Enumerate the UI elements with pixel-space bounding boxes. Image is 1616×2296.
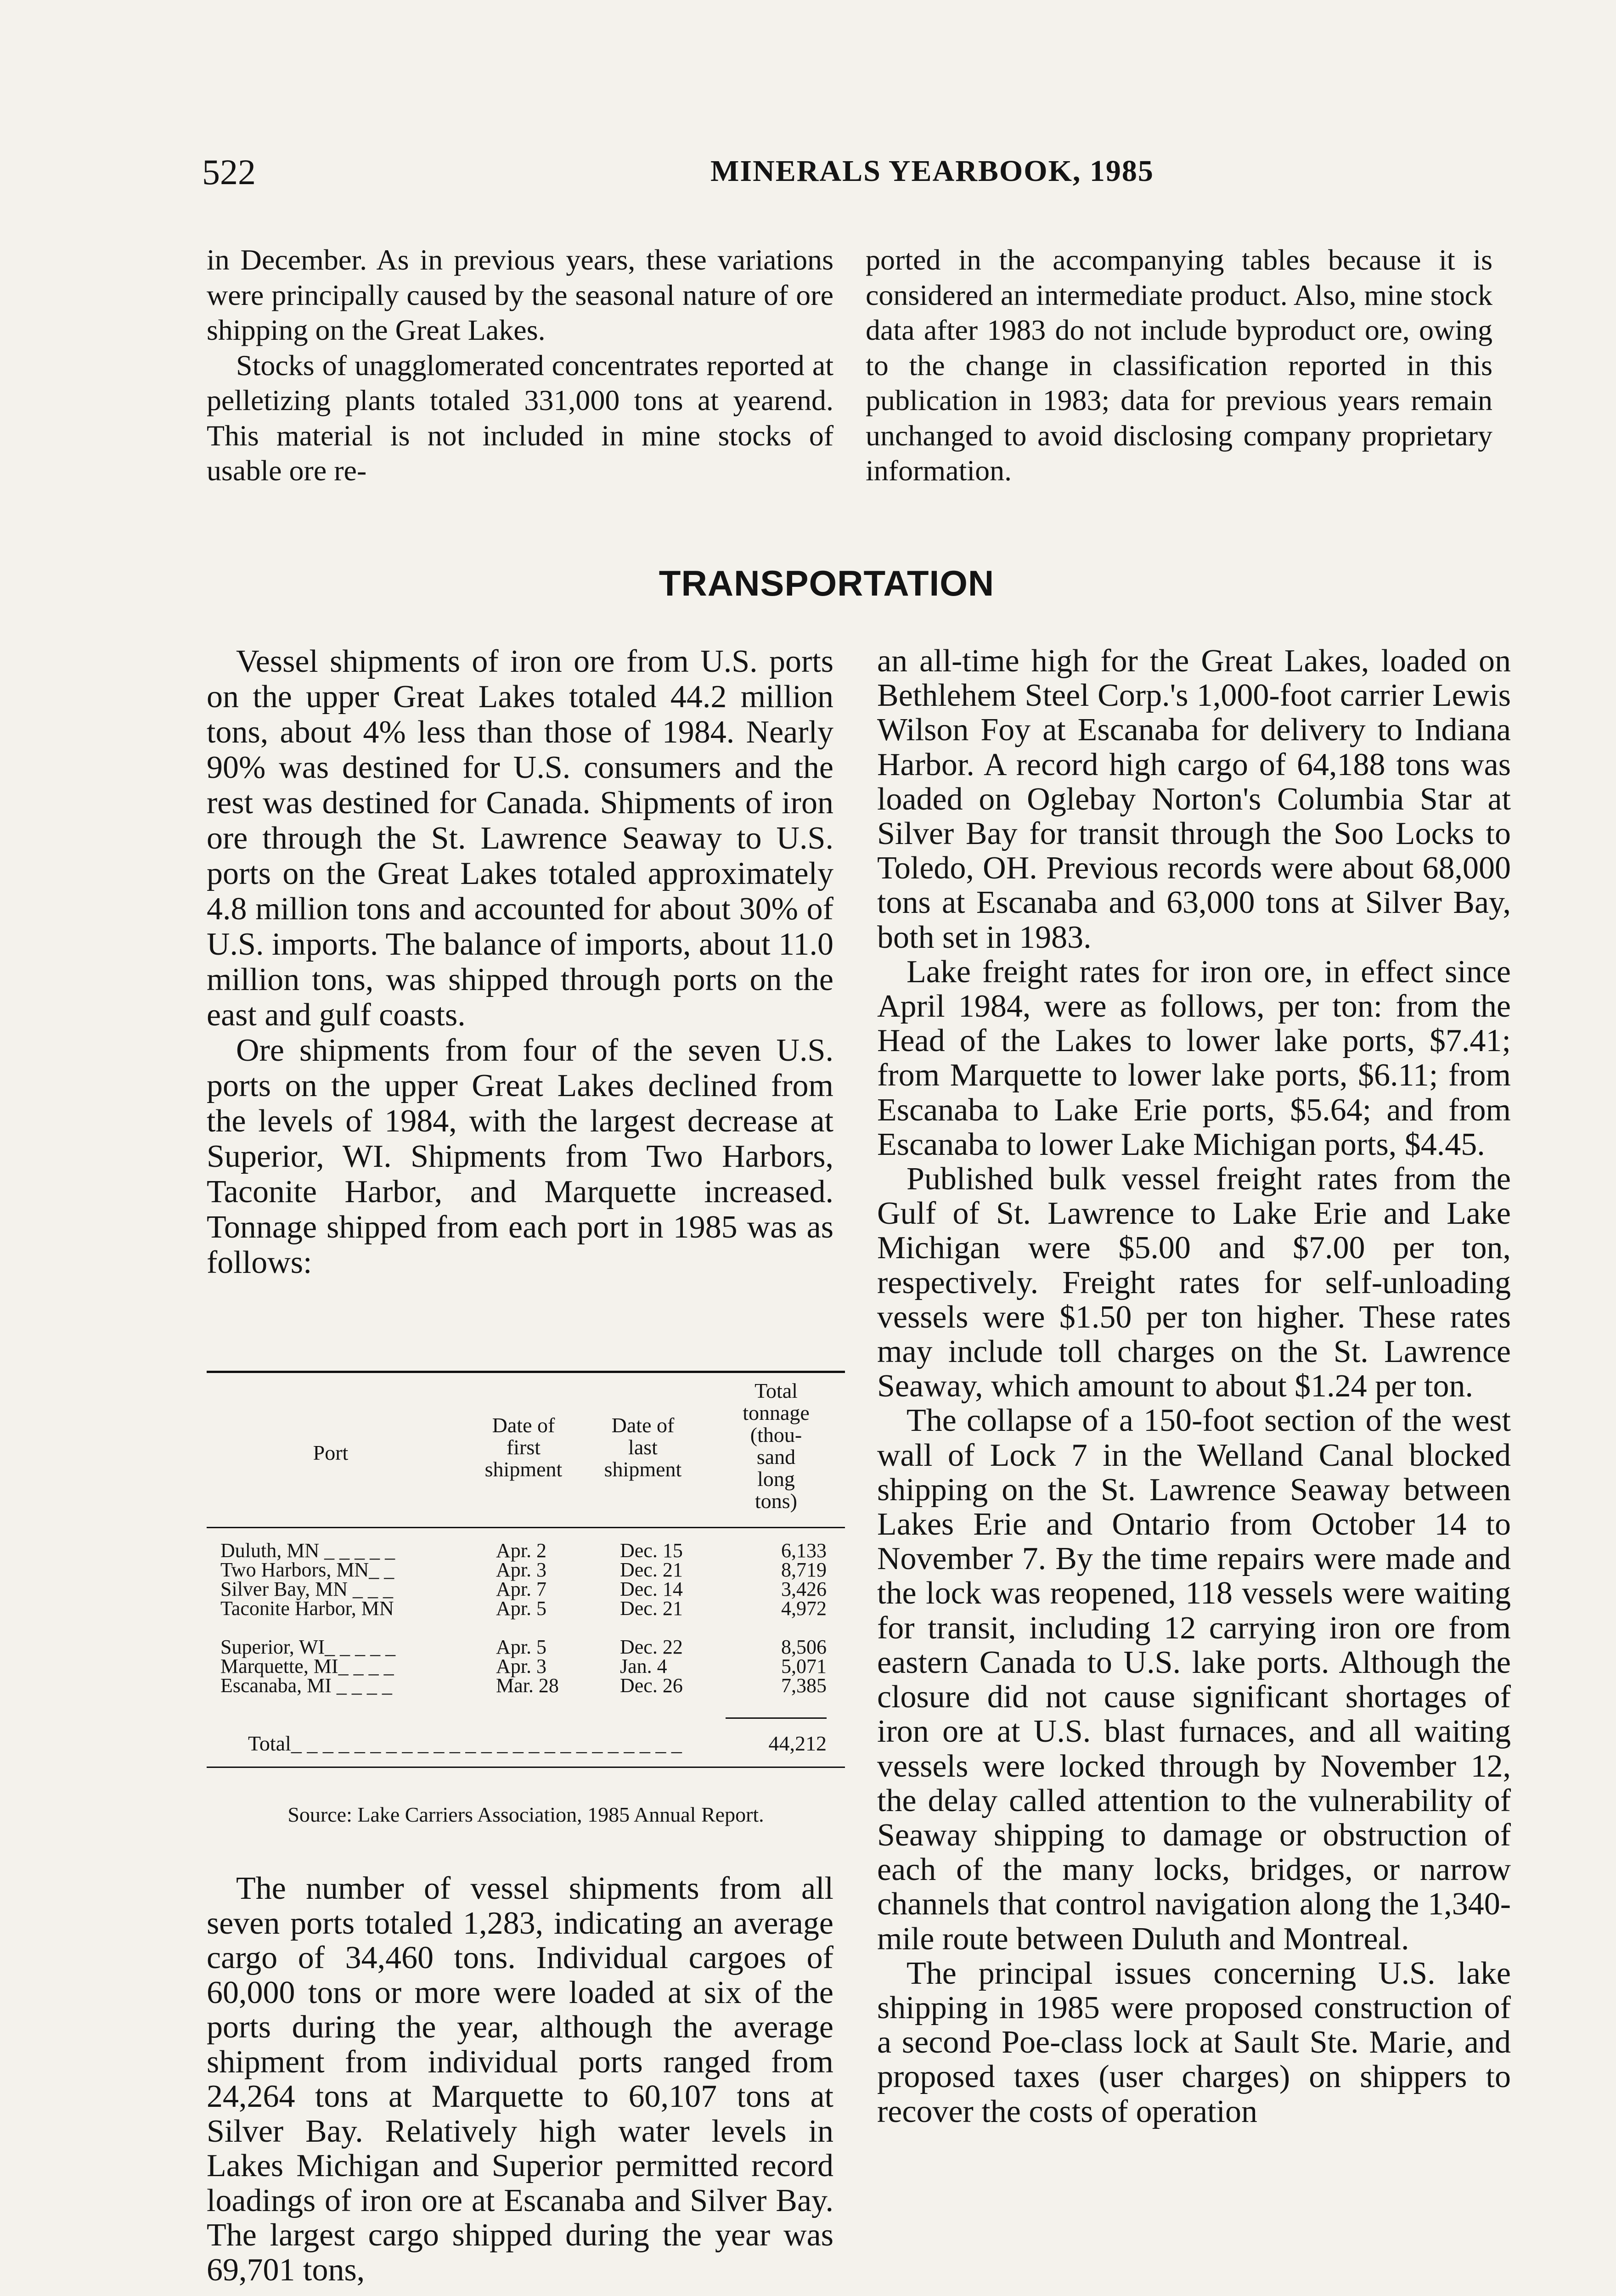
first-shipment-cell: Apr. 5: [496, 1597, 546, 1620]
header-total-tonnage: [716, 1380, 836, 1512]
total-value: 44,212: [768, 1732, 827, 1755]
first-shipment-cell: Apr. 5: [496, 1636, 546, 1658]
table-row: [207, 1657, 845, 1676]
first-shipment-cell: Apr. 7: [496, 1578, 546, 1600]
page-number: 522: [202, 152, 256, 192]
body-paragraph: The principal issues concerning U.S. lake shipping in 1985 were proposed construction of a second Poe-class lock at Sault Ste. Marie, and proposed taxes (user charges) on shippers to recover the costs of operation: [877, 1955, 1511, 2129]
header-line: Total: [755, 1379, 798, 1402]
continuation-paragraph: ported in the accompanying tables because it is considered an intermediate product. Also, mine stock data after 1983 do not include byproduct ore, owing to the change in classification reported in this publication in 1983; data for previous years remain unchanged to avoid disclosing company proprietary information.: [866, 243, 1492, 487]
header-line: first: [506, 1435, 541, 1459]
header-line: shipment: [484, 1458, 563, 1481]
shipments-table: [207, 1371, 845, 1827]
port-cell: Two Harbors, MN_ _: [220, 1559, 394, 1581]
header-line: tons): [755, 1489, 797, 1513]
header-last-shipment: [583, 1414, 703, 1480]
header-line: sand: [756, 1445, 796, 1469]
table-row: [207, 1676, 845, 1695]
continuation-paragraph: in December. As in previous years, these variations were principally caused by the seasonal nature of ore shipping on the Great Lakes.: [207, 243, 833, 346]
first-shipment-cell: Apr. 3: [496, 1559, 546, 1581]
header-line: Date of: [492, 1413, 555, 1437]
continuation-right-column: [866, 242, 1492, 489]
section-title: TRANSPORTATION: [659, 563, 995, 603]
last-shipment-cell: Dec. 22: [620, 1636, 683, 1658]
table-header-rule: [207, 1527, 845, 1528]
port-cell: Silver Bay, MN _ _ _: [220, 1578, 394, 1600]
last-shipment-cell: Dec. 21: [620, 1597, 683, 1620]
table-source-note: Source: Lake Carriers Association, 1985 Annual Report.: [287, 1803, 764, 1826]
continuation-left-column: [207, 242, 833, 489]
header-line: shipment: [604, 1458, 682, 1481]
body-paragraph: The number of vessel shipments from all seven ports totaled 1,283, indicating an average cargo of 34,460 tons. Individual cargoes of 60,000 tons or more were loaded at six of the ports during the year, although the average shipment from individual ports ranged from 24,264 tons at Marquette to 60,107 tons at Silver Bay. Relatively high water levels in Lakes Michigan and Superior permitted record loadings of iron ore at Escanaba and Silver Bay. The largest cargo shipped during the year was 69,701 tons,: [207, 1871, 833, 2288]
port-cell: Marquette, MI_ _ _ _: [220, 1655, 394, 1677]
continuation-paragraph: Stocks of unagglomerated concentrates reported at pelletizing plants totaled 331,000 tons at yearend. This material is not included in mine stocks of usable ore re-: [207, 349, 833, 487]
port-cell: Duluth, MN _ _ _ _ _: [220, 1539, 395, 1562]
last-shipment-cell: Jan. 4: [620, 1655, 667, 1677]
running-title: MINERALS YEARBOOK, 1985: [710, 154, 1154, 188]
body-paragraph: Vessel shipments of iron ore from U.S. ports on the upper Great Lakes totaled 44.2 million tons, about 4% less than those of 1984. Nearly 90% was destined for U.S. consumers and the rest was destined for Canada. Shipments of iron ore through the St. Lawrence Seaway to U.S. ports on the Great Lakes totaled approximately 4.8 million tons and accounted for about 30% of U.S. imports. The balance of imports, about 11.0 million tons, was shipped through ports on the east and gulf coasts.: [207, 644, 833, 1033]
right-column-text: [877, 644, 1511, 2129]
tonnage-cell: 5,071: [781, 1655, 827, 1677]
tonnage-cell: 6,133: [781, 1539, 827, 1562]
first-shipment-cell: Apr. 3: [496, 1655, 546, 1677]
table-bottom-rule: [207, 1767, 845, 1768]
port-cell: Escanaba, MI _ _ _ _: [220, 1674, 392, 1697]
body-paragraph: Lake freight rates for iron ore, in effect since April 1984, were as follows, per ton: from the Head of the Lakes to lower lake ports, $7.41; from Marquette to lower lake ports, $6.11; from Escanaba to Lake Erie ports, $5.64; and from Escanaba to lower Lake Michigan ports, $4.45.: [877, 954, 1511, 1162]
body-paragraph: Published bulk vessel freight rates from the Gulf of St. Lawrence to Lake Erie and Lake Michigan were $5.00 and $7.00 per ton, respectively. Freight rates for self-unloading vessels were $1.50 per ton higher. These rates may include toll charges on the St. Lawrence Seaway, which amount to about $1.24 per ton.: [877, 1161, 1511, 1404]
port-cell: Taconite Harbor, MN: [220, 1597, 394, 1620]
tonnage-cell: 3,426: [781, 1578, 827, 1600]
total-label: Total_ _ _ _ _ _ _ _ _ _ _ _ _ _ _ _ _ _ _ _ _ _ _ _ _: [248, 1732, 682, 1755]
header-port: Port: [313, 1441, 349, 1464]
header-first-shipment: [464, 1414, 583, 1480]
tonnage-cell: 4,972: [781, 1597, 827, 1620]
header-line: (thou-: [750, 1423, 802, 1446]
table-row: [207, 1541, 845, 1560]
table-row: [207, 1580, 845, 1599]
table-header: [207, 1373, 845, 1527]
body-paragraph: The collapse of a 150-foot section of the west wall of Lock 7 in the Welland Canal blocked shipping on the St. Lawrence Seaway between Lakes Erie and Ontario from October 14 to November 7. By the time repairs were made and the lock was reopened, 118 vessels were waiting for transit, including 12 carrying iron ore from eastern Canada to U.S. lake ports. Although the closure did not cause significant shortages of iron ore at U.S. blast furnaces, and all waiting vessels were locked through by November 12, the delay called attention to the vulnerability of Seaway shipping to damage or obstruction of each of the many locks, bridges, or narrow channels that control navigation along the 1,340-mile route between Duluth and Montreal.: [877, 1403, 1511, 1957]
left-column-text: [207, 644, 833, 1280]
header-line: tonnage: [743, 1401, 810, 1424]
tonnage-cell: 7,385: [781, 1674, 827, 1697]
tonnage-cell: 8,506: [781, 1636, 827, 1658]
last-shipment-cell: Dec. 15: [620, 1539, 683, 1562]
header-line: last: [628, 1435, 658, 1459]
header-line: Date of: [611, 1413, 675, 1437]
table-row: [207, 1599, 845, 1638]
body-paragraph: an all-time high for the Great Lakes, loaded on Bethlehem Steel Corp.'s 1,000-foot carrier Lewis Wilson Foy at Escanaba for delivery to Indiana Harbor. A record high cargo of 64,188 tons was loaded on Oglebay Norton's Columbia Star at Silver Bay for transit through the Soo Locks to Toledo, OH. Previous records were about 68,000 tons at Escanaba and 63,000 tons at Silver Bay, both set in 1983.: [877, 643, 1511, 955]
last-shipment-cell: Dec. 14: [620, 1578, 683, 1600]
first-shipment-cell: Apr. 2: [496, 1539, 546, 1562]
header-line: long: [757, 1467, 795, 1491]
table-row: [207, 1560, 845, 1580]
port-cell: Superior, WI_ _ _ _ _: [220, 1636, 396, 1658]
table-row: [207, 1638, 845, 1657]
body-paragraph: Ore shipments from four of the seven U.S. ports on the upper Great Lakes declined from the levels of 1984, with the largest decrease at Superior, WI. Shipments from Two Harbors, Taconite Harbor, and Marquette increased. Tonnage shipped from each port in 1985 was as follows:: [207, 1033, 833, 1280]
table-total-row: [207, 1728, 845, 1755]
subtotal-rule: [726, 1717, 827, 1719]
last-shipment-cell: Dec. 26: [620, 1674, 683, 1697]
left-column-text-continued: [207, 1871, 833, 2287]
last-shipment-cell: Dec. 21: [620, 1559, 683, 1581]
tonnage-cell: 8,719: [781, 1559, 827, 1581]
first-shipment-cell: Mar. 28: [496, 1674, 559, 1697]
